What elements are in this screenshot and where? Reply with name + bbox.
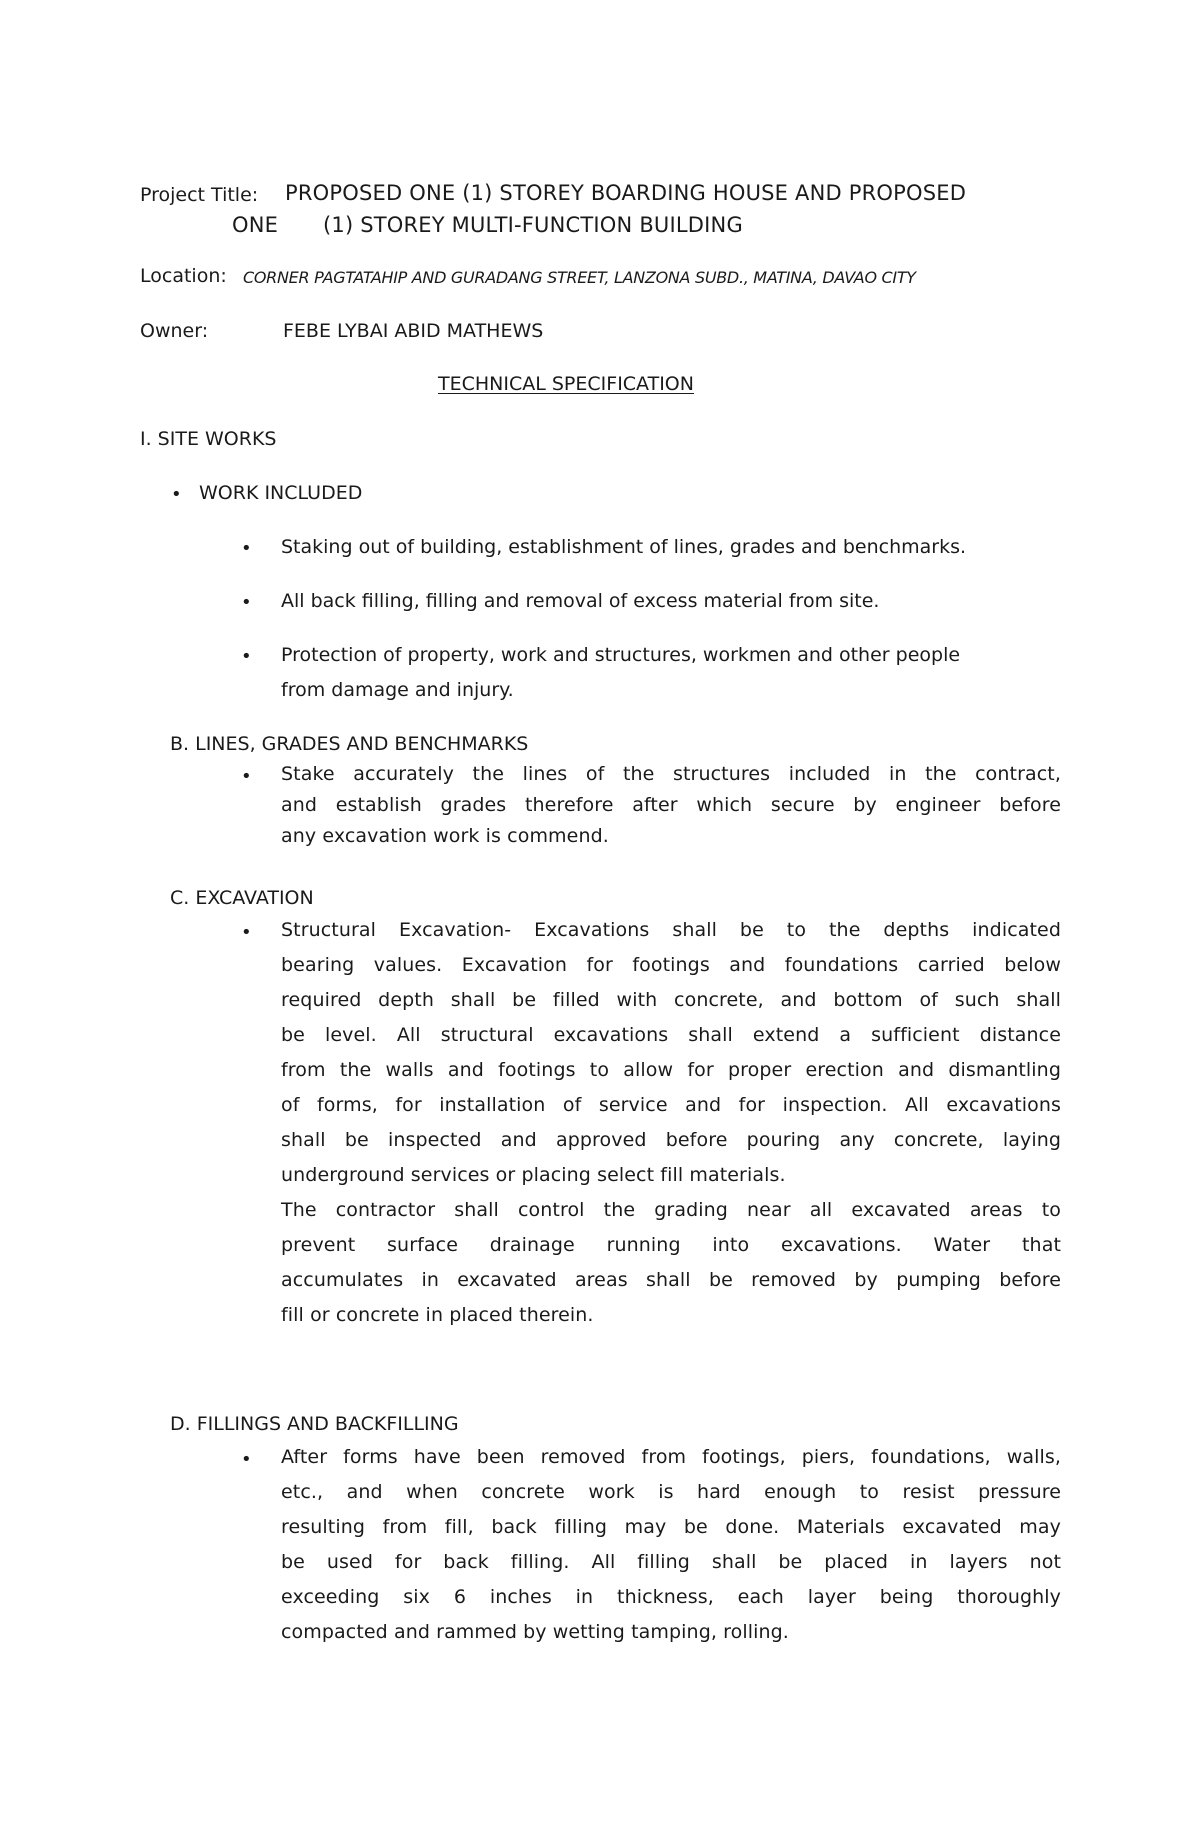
- work-item-1: Staking out of building, establishment of lines, grades and benchmarks.: [281, 536, 967, 558]
- paragraph-line: shall be inspected and approved before pouring any concrete, laying: [281, 1129, 1061, 1151]
- paragraph-line: bearing values. Excavation for footings and foundations carried below: [281, 954, 1061, 976]
- fillings-heading: D. FILLINGS AND BACKFILLING: [170, 1413, 459, 1435]
- bullet-icon: •: [241, 922, 252, 943]
- work-item-2: All back filling, filling and removal of excess material from site.: [281, 590, 880, 612]
- paragraph-line: The contractor shall control the grading near all excavated areas to: [281, 1199, 1061, 1221]
- owner-value: FEBE LYBAI ABID MATHEWS: [283, 320, 544, 342]
- paragraph-line: accumulates in excavated areas shall be removed by pumping before: [281, 1269, 1061, 1291]
- paragraph-line: from the walls and footings to allow for proper erection and dismantling: [281, 1059, 1061, 1081]
- paragraph-line: prevent surface drainage running into excavations. Water that: [281, 1234, 1061, 1256]
- bullet-icon: •: [241, 766, 252, 787]
- paragraph-line: be used for back filling. All filling shall be placed in layers not: [281, 1551, 1061, 1573]
- paragraph-line: required depth shall be filled with concrete, and bottom of such shall: [281, 989, 1061, 1011]
- owner-label: Owner:: [140, 320, 209, 342]
- location-label: Location:: [140, 265, 227, 287]
- excavation-heading: C. EXCAVATION: [170, 887, 314, 909]
- bullet-icon: •: [241, 538, 252, 559]
- lines-grades-heading: B. LINES, GRADES AND BENCHMARKS: [170, 733, 529, 755]
- paragraph-line: any excavation work is commend.: [281, 825, 609, 847]
- paragraph-line: compacted and rammed by wetting tamping, rolling.: [281, 1621, 789, 1643]
- paragraph-line: underground services or placing select fill materials.: [281, 1164, 786, 1186]
- paragraph-line: fill or concrete in placed therein.: [281, 1304, 594, 1326]
- bullet-icon: •: [171, 484, 182, 505]
- work-included-heading: WORK INCLUDED: [199, 482, 363, 504]
- paragraph-line: resulting from fill, back filling may be done. Materials excavated may: [281, 1516, 1061, 1538]
- paragraph-line: of forms, for installation of service and for inspection. All excavations: [281, 1094, 1061, 1116]
- project-title-line1: PROPOSED ONE (1) STOREY BOARDING HOUSE AND PROPOSED: [285, 181, 967, 205]
- paragraph-line: etc., and when concrete work is hard enough to resist pressure: [281, 1481, 1061, 1503]
- project-title-line2-a: ONE: [232, 213, 279, 237]
- work-item-3-cont: from damage and injury.: [281, 679, 514, 701]
- bullet-icon: •: [241, 646, 252, 667]
- paragraph-line: and establish grades therefore after which secure by engineer before: [281, 794, 1061, 816]
- document-title: TECHNICAL SPECIFICATION: [438, 373, 694, 395]
- paragraph-line: Structural Excavation- Excavations shall be to the depths indicated: [281, 919, 1061, 941]
- project-title-label: Project Title:: [140, 184, 259, 206]
- paragraph-line: Stake accurately the lines of the structures included in the contract,: [281, 763, 1061, 785]
- lines-grades-paragraph: [281, 759, 1061, 852]
- paragraph-line: After forms have been removed from footings, piers, foundations, walls,: [281, 1446, 1061, 1468]
- bullet-icon: •: [241, 592, 252, 613]
- bullet-icon: •: [241, 1449, 252, 1470]
- paragraph-line: exceeding six 6 inches in thickness, each layer being thoroughly: [281, 1586, 1061, 1608]
- location-value: CORNER PAGTATAHIP AND GURADANG STREET, LANZONA SUBD., MATINA, DAVAO CITY: [243, 268, 916, 287]
- section-site-works: I. SITE WORKS: [140, 428, 277, 450]
- excavation-paragraph: [281, 913, 1061, 1333]
- fillings-paragraph: [281, 1440, 1061, 1650]
- project-title-line2-b: (1) STOREY MULTI-FUNCTION BUILDING: [323, 213, 743, 237]
- paragraph-line: be level. All structural excavations shall extend a sufficient distance: [281, 1024, 1061, 1046]
- work-item-3: Protection of property, work and structures, workmen and other people: [281, 644, 961, 666]
